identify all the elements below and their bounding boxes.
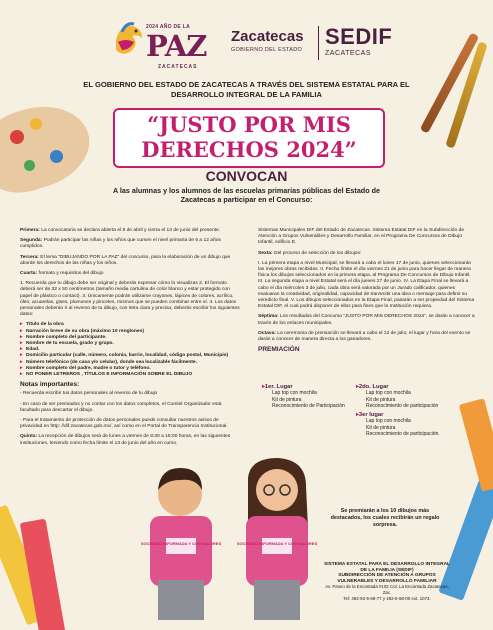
- convocan-heading: CONVOCAN: [205, 168, 288, 184]
- clause-sexta: Sexta: Del proceso de selección de los dibujos:: [258, 250, 362, 256]
- logo-paz-text: PAZ: [146, 29, 207, 63]
- shirt-text: SOCIEDAD INFORMADA Y CON VALORES: [236, 541, 318, 546]
- municipal-text: Sistemas Municipales DIF del Estado de Zacatecas. Sistema Estatal DIF en la Subdirección de Atención a Grupos Vulnerables y Desarrollo Familiar, en el Programa De Concursos de Dibujo Infantil, edificio E.: [258, 228, 465, 246]
- prize-item: Reconocimiento de Participación: [272, 403, 345, 410]
- sedif-name: SEDIF: [325, 24, 393, 49]
- prize-place: ▸ 3er lugar: [356, 412, 466, 418]
- clause-primera: Primera: La convocatoria se declara abierta el 8 de abril y cierra el 13 de junio del presente.: [20, 228, 221, 233]
- clause-octava: Octava: La ceremonia de premiación se llevará a cabo el 12 de julio; el lugar y hora del evento se darán a conocer de manera directa a los ganadores.: [258, 330, 471, 343]
- paint-palette-icon: [0, 93, 100, 203]
- prize-item: Kit de pintura: [366, 396, 396, 403]
- prize-item: Kit de pintura: [366, 424, 396, 431]
- footer-address: Av. Paseo de la Encantada #102 Col. La Encantada Zacatecas, Zac.: [325, 584, 449, 595]
- list-item: ▸ Edad.: [20, 347, 240, 353]
- prize-item: Kit de pintura: [272, 396, 302, 403]
- prize-item: Lap top con mochila: [366, 418, 411, 425]
- shirt-text: SOCIEDAD INFORMADA Y CON VALORES: [140, 541, 222, 546]
- list-item: ▸ Narración breve de su obra (máximo 10 renglones): [20, 329, 240, 335]
- footer-phone: Tel: 492-92-5-68-77 y 492-5-68-00 ext. 1073.: [343, 595, 431, 601]
- title-line-2: DERECHOS 2024”: [141, 137, 357, 162]
- premiacion-heading: PREMIACIÓN: [258, 346, 300, 354]
- list-item: ▸ Título de la obra: [20, 322, 240, 328]
- list-item: ▸ Nombre completo del participante.: [20, 335, 240, 341]
- prize-item: Reconocimiento de participación: [366, 403, 439, 410]
- right-column: [258, 228, 476, 353]
- sedif-logo: [325, 24, 392, 57]
- prize-note: Se premiarán a los 10 dibujos más destacados, los cuales recibirán un regalo sorpresa.: [330, 508, 440, 528]
- prize-place: ▸ 2do. Lugar: [356, 384, 466, 390]
- list-item: ▸ Nombre de tu escuela, grado y grupo.: [20, 341, 240, 347]
- footer-line-1: SISTEMA ESTATAL PARA EL DESARROLLO INTEGRAL DE LA FAMILIA (SEDIF): [324, 562, 450, 573]
- list-item: ▸ Nombre completo del padre, madre o tutor y teléfono.: [20, 366, 240, 372]
- title-banner: [113, 108, 385, 168]
- sexta-items: I. La primera etapa a nivel Municipal, se llevará a cabo el lunes 17 de junio, quienes seleccionarán las mejores obras recibidas. II. Fecha límite el día viernes 21 de junio para hacer llegar de manera física los dibujos seleccionados en la primera etapa, al Programa De Concursos de Dibujo Infantil. III. La segunda etapa a nivel Estatal será el día jueves 27 de junio. IV. La Etapa Final se llevará a cabo el día miércoles 3 de julio, cada obra será valorada por un Jurado calificador, quienes evaluaran la creatividad, originalidad, capacidad de transmitir una idea o mensaje para definir su veredicto final. V. Los dibujos seleccionados en la Etapa Final, pasarán a ser propiedad del Sistema Estatal DIF, el cual podrá disponer de ellos para fines que la Institución requiera.: [258, 260, 475, 310]
- note-item: - En caso de ser premiados y no contar con los datos completos, el Comité Organizador está facultado para descartar el dibujo.: [20, 401, 222, 413]
- list-item: ▸ Número telefónico (de casa y/o celular), donde sea localizable fácilmente.: [20, 360, 240, 366]
- list-item: ▸ Domicilio particular (calle, número, colonia, barrio, localidad, código postal, Municipio): [20, 353, 240, 359]
- note-item: - Recuerda escribir tus datos personales al reverso de tu dibujo: [20, 391, 158, 397]
- prize-second: [356, 384, 466, 410]
- logo-year-line: 2024 AÑO DE LA: [146, 24, 191, 30]
- clause-tercera: Tercera: El tema “DIBUJANDO POR LA PAZ” del concurso, para la elaboración de un dibujo que aborde los derechos de las niñas y los niños.: [20, 254, 231, 266]
- left-column: [20, 228, 240, 451]
- prize-item: Reconocimiento de participación.: [366, 431, 440, 438]
- clause-septima: Séptima: Los resultados del Concurso “JUSTO POR MIS DERECHOS 2024”, se darán a conocer a través de los enlaces municipales.: [258, 314, 475, 326]
- government-logo: [231, 28, 319, 53]
- prize-item: Lap top con mochila: [272, 390, 317, 397]
- title-line-1: “JUSTO POR MIS: [147, 112, 351, 137]
- note-item: - Para el tratamiento de protección de datos personales puede consultar nuestros avisos de privacidad en http: //dif.zacatecas.gob.mx/, así como en el Portal de Transparencia Institucional.: [20, 418, 228, 430]
- children-illustration: [130, 452, 330, 630]
- clause-cuarta: Cuarta: formato y requisitos del dibujo: [20, 271, 104, 277]
- subtitle: A las alumnas y los alumnos de las escuelas primarias públicas del Estado de Zacatecas a participar en el Concurso:: [113, 186, 380, 204]
- paz-logo: [112, 18, 222, 78]
- footer-line-2: SUBDIRECCIÓN DE ATENCIÓN A GRUPOS VULNERABLES Y DESARROLLO FAMILIAR: [337, 573, 437, 584]
- footer: [322, 562, 452, 601]
- paint-blob: [10, 130, 24, 144]
- government-sub: GOBIERNO DEL ESTADO: [231, 47, 303, 53]
- intro-text: EL GOBIERNO DEL ESTADO DE ZACATECAS A TRAVÉS DEL SISTEMA ESTATAL PARA EL DESARROLLO INTEGRAL DE LA FAMILIA: [83, 80, 410, 99]
- header-divider: [318, 26, 319, 60]
- clause-segunda: Segunda: Podrán participar las niñas y los niños que cursen el nivel primaria de 6 a 12 años cumplidos.: [20, 238, 221, 250]
- logo-state-text: ZACATECAS: [158, 64, 198, 70]
- prize-item: Lap top con mochila: [366, 390, 411, 397]
- dove-icon: [112, 20, 146, 60]
- list-item: ▸ NO PONER LETREROS , TÍTULOS E INFORMACIÓN SOBRE EL DIBUJO: [20, 372, 240, 378]
- prize-place: ▸ 1er. Lugar: [262, 384, 372, 390]
- page-title: [115, 112, 383, 162]
- personal-data-list: [20, 322, 240, 378]
- notes-heading: Notas importantes:: [20, 381, 80, 389]
- paint-blob: [30, 118, 42, 130]
- prize-third: [356, 412, 466, 438]
- paint-blob: [50, 150, 63, 163]
- cuarta-items: 1. Recuerda que tu dibujo debe ser original y deberás expresar cómo lo visualizas 2. El formato deberá ser de 32 x 50 centímetros (tamaño media cartulina de color blanco y estar protegido con papel de plástico o contact). 3. Únicamente podrán utilizarse crayones, lápices de colores, acrílico, óleo, acuarelas, gises, plumones y pinceles, mismos que se pueden combinar entre sí. 4. Los datos personales deberán ir al reverso de tu dibujo, con letra clara y precisa, deberás escribir los siguientes datos:: [20, 281, 240, 318]
- clause-quinta: Quinta: La recepción de dibujos será de lunes a viernes de 8:30 a 15:00 horas, en las siguientes instituciones, teniendo como fecha límite el 13 de junio del año en curso.: [20, 434, 231, 446]
- government-name: Zacatecas: [231, 28, 304, 45]
- sedif-sub: ZACATECAS: [325, 50, 371, 57]
